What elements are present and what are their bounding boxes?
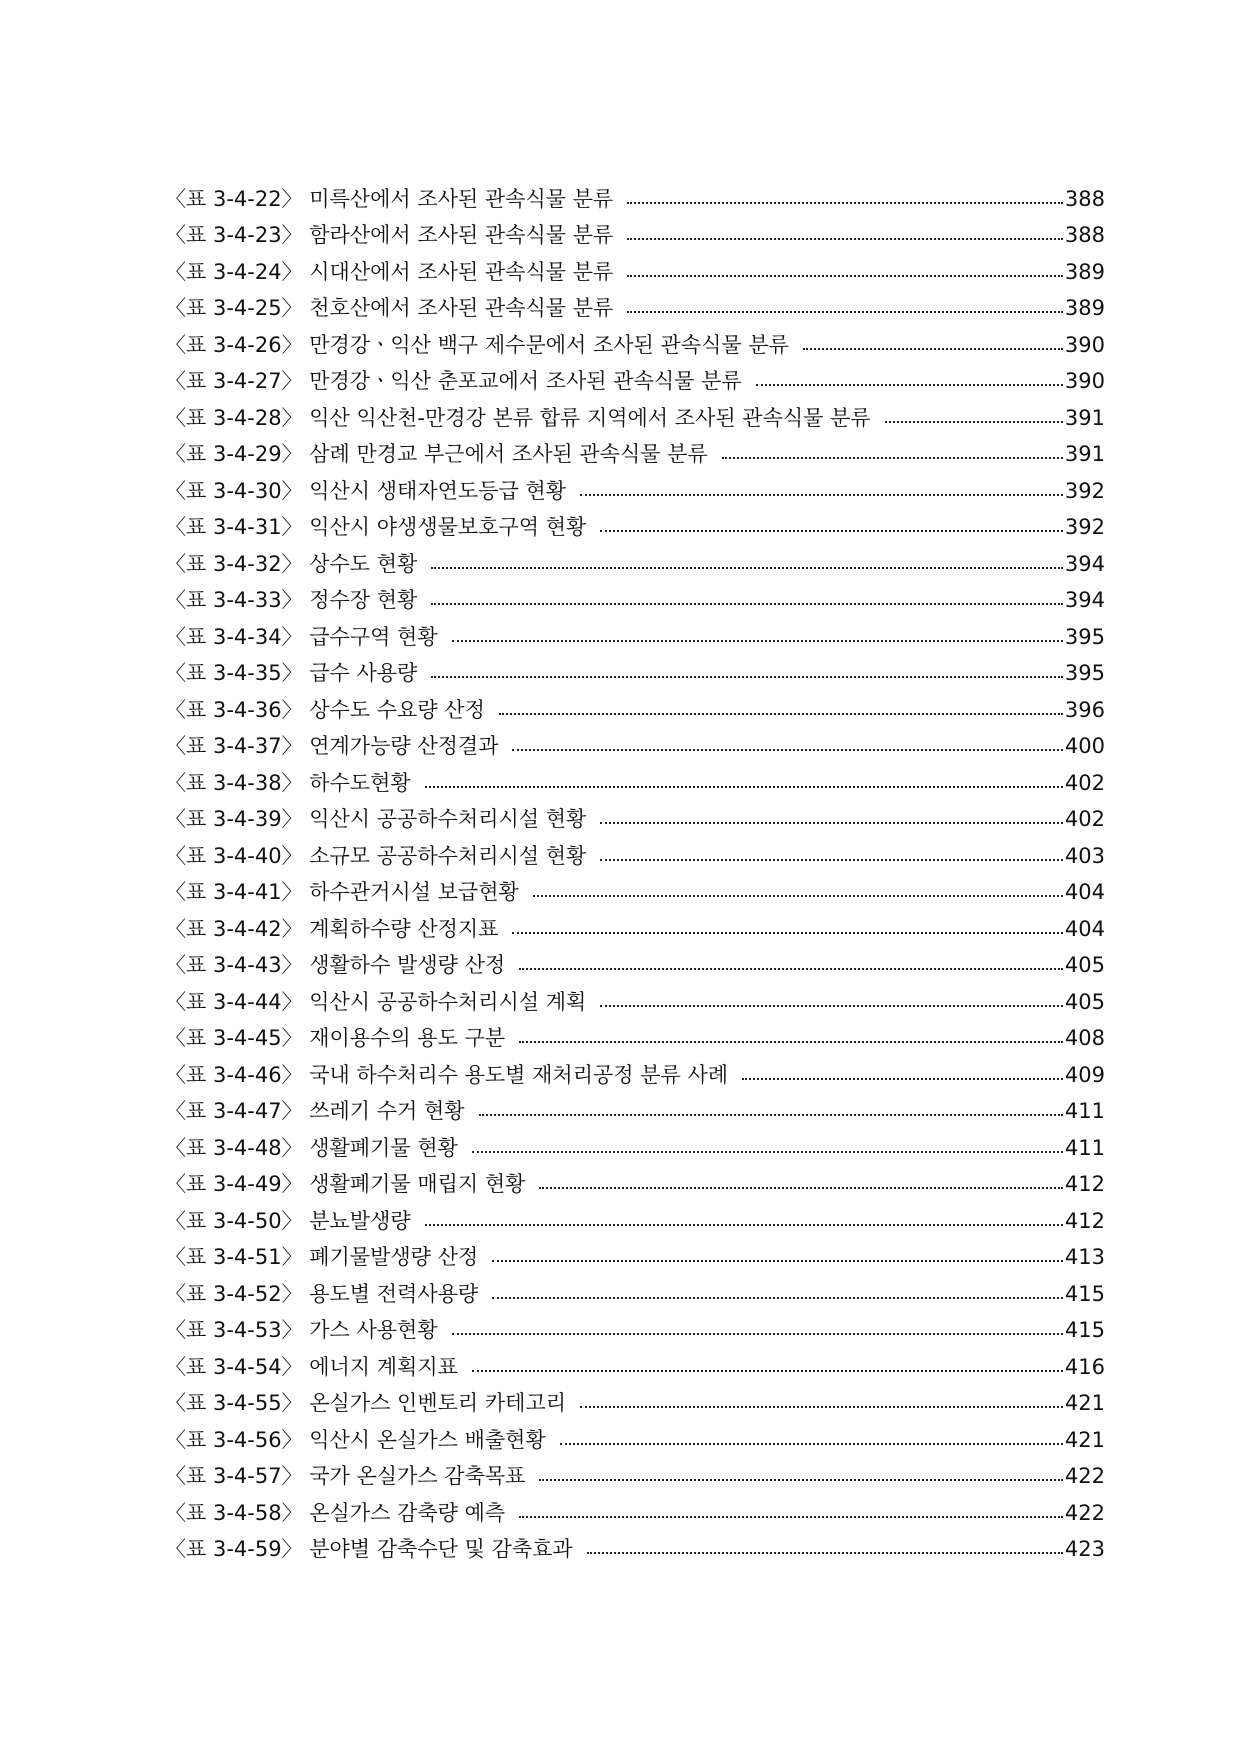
toc-entry-label: 〈표 3-4-26〉 만경강ㆍ익산 백구 제수문에서 조사된 관속식물 분류 xyxy=(165,332,789,357)
toc-entry xyxy=(165,246,1105,283)
toc-entry-page: 390 xyxy=(1064,332,1105,357)
toc-entry-page: 402 xyxy=(1064,770,1105,795)
toc-entry-label: 〈표 3-4-58〉 온실가스 감축량 예측 xyxy=(165,1500,506,1525)
toc-entry-label: 〈표 3-4-31〉 익산시 야생생물보호구역 현황 xyxy=(165,515,587,539)
dot-leader xyxy=(627,311,1063,313)
toc-entry-page: 416 xyxy=(1064,1354,1105,1379)
toc-entry xyxy=(165,721,1105,758)
toc-entry-label: 〈표 3-4-30〉 익산시 생태자연도등급 현황 xyxy=(165,478,567,503)
toc-entry xyxy=(165,392,1105,429)
toc-entry xyxy=(165,1487,1105,1524)
dot-leader xyxy=(600,1005,1063,1007)
toc-entry-page: 412 xyxy=(1064,1172,1105,1196)
toc-entry-page: 405 xyxy=(1064,953,1105,977)
dot-leader xyxy=(600,530,1063,532)
toc-entry-label: 〈표 3-4-52〉 용도별 전력사용량 xyxy=(165,1281,479,1306)
dot-leader xyxy=(533,895,1063,897)
toc-entry xyxy=(165,794,1105,831)
toc-entry-page: 388 xyxy=(1064,186,1105,211)
toc-entry-page: 400 xyxy=(1064,734,1105,758)
dot-leader xyxy=(885,421,1063,423)
toc-entry-page: 394 xyxy=(1064,551,1105,576)
toc-entry-page: 388 xyxy=(1064,223,1105,247)
toc-entry-page: 409 xyxy=(1064,1062,1105,1087)
toc-entry-page: 395 xyxy=(1064,624,1105,649)
toc-entry xyxy=(165,356,1105,393)
toc-entry-label: 〈표 3-4-37〉 연계가능량 산정결과 xyxy=(165,734,499,758)
dot-leader xyxy=(479,1114,1063,1116)
toc-entry-label: 〈표 3-4-42〉 계획하수량 산정지표 xyxy=(165,916,499,941)
toc-entry-label: 〈표 3-4-33〉 정수장 현황 xyxy=(165,588,418,612)
toc-entry xyxy=(165,1013,1105,1050)
toc-entry-label: 〈표 3-4-50〉 분뇨발생량 xyxy=(165,1208,411,1233)
dot-leader xyxy=(512,749,1062,751)
toc-entry-label: 〈표 3-4-41〉 하수관거시설 보급현황 xyxy=(165,880,519,904)
toc-entry xyxy=(165,830,1105,867)
toc-entry-label: 〈표 3-4-49〉 생활폐기물 매립지 현황 xyxy=(165,1172,526,1196)
toc-entry-page: 411 xyxy=(1064,1135,1105,1160)
toc-entry-label: 〈표 3-4-28〉 익산 익산천-만경강 본류 합류 지역에서 조사된 관속식물 분류 xyxy=(165,405,871,430)
toc-entry-label: 〈표 3-4-43〉 생활하수 발생량 산정 xyxy=(165,953,506,977)
toc-entry-label: 〈표 3-4-46〉 국내 하수처리수 용도별 재처리공정 분류 사례 xyxy=(165,1062,729,1087)
toc-entry-label: 〈표 3-4-29〉 삼례 만경교 부근에서 조사된 관속식물 분류 xyxy=(165,442,708,466)
dot-leader xyxy=(722,457,1063,459)
table-of-contents xyxy=(165,173,1105,1560)
toc-entry-label: 〈표 3-4-55〉 온실가스 인벤토리 카테고리 xyxy=(165,1391,567,1415)
toc-entry xyxy=(165,465,1105,502)
toc-entry-page: 389 xyxy=(1064,296,1105,320)
toc-entry xyxy=(165,319,1105,356)
toc-entry-page: 391 xyxy=(1064,442,1105,466)
dot-leader xyxy=(587,1552,1063,1554)
toc-entry-label: 〈표 3-4-45〉 재이용수의 용도 구분 xyxy=(165,1026,506,1050)
toc-entry xyxy=(165,210,1105,247)
toc-entry xyxy=(165,1378,1105,1415)
toc-entry-label: 〈표 3-4-54〉 에너지 계획지표 xyxy=(165,1354,458,1379)
toc-entry-label: 〈표 3-4-36〉 상수도 수요량 산정 xyxy=(165,697,485,722)
dot-leader xyxy=(425,786,1063,788)
toc-entry xyxy=(165,538,1105,575)
dot-leader xyxy=(539,1187,1062,1189)
toc-entry-page: 392 xyxy=(1064,478,1105,503)
toc-entry xyxy=(165,757,1105,794)
toc-entry xyxy=(165,1195,1105,1232)
toc-entry-page: 396 xyxy=(1064,697,1105,722)
toc-entry-label: 〈표 3-4-48〉 생활폐기물 현황 xyxy=(165,1135,458,1160)
toc-entry-label: 〈표 3-4-56〉 익산시 온실가스 배출현황 xyxy=(165,1427,546,1452)
toc-entry xyxy=(165,1086,1105,1123)
toc-entry xyxy=(165,283,1105,320)
dot-leader xyxy=(539,1479,1062,1481)
dot-leader xyxy=(431,567,1063,569)
toc-entry-page: 421 xyxy=(1064,1391,1105,1415)
toc-entry-label: 〈표 3-4-59〉 분야별 감축수단 및 감축효과 xyxy=(165,1537,573,1561)
dot-leader xyxy=(452,1333,1063,1335)
toc-entry-page: 415 xyxy=(1064,1281,1105,1306)
toc-entry xyxy=(165,1232,1105,1269)
dot-leader xyxy=(519,1041,1063,1043)
toc-entry xyxy=(165,1414,1105,1451)
toc-entry xyxy=(165,429,1105,466)
dot-leader xyxy=(425,1224,1063,1226)
dot-leader xyxy=(580,1406,1063,1408)
toc-entry-page: 389 xyxy=(1064,259,1105,284)
dot-leader xyxy=(580,494,1063,496)
toc-entry-page: 412 xyxy=(1064,1208,1105,1233)
toc-entry-label: 〈표 3-4-22〉 미륵산에서 조사된 관속식물 분류 xyxy=(165,186,614,211)
toc-entry-label: 〈표 3-4-35〉 급수 사용량 xyxy=(165,661,418,685)
toc-entry-page: 392 xyxy=(1064,515,1105,539)
toc-entry-label: 〈표 3-4-44〉 익산시 공공하수처리시설 계획 xyxy=(165,989,587,1014)
toc-entry-page: 413 xyxy=(1064,1245,1105,1269)
toc-entry-label: 〈표 3-4-51〉 폐기물발생량 산정 xyxy=(165,1245,479,1269)
toc-entry-page: 415 xyxy=(1064,1318,1105,1342)
toc-entry xyxy=(165,684,1105,721)
toc-entry xyxy=(165,903,1105,940)
toc-entry xyxy=(165,1122,1105,1159)
toc-entry xyxy=(165,648,1105,685)
dot-leader xyxy=(560,1443,1063,1445)
toc-entry-page: 422 xyxy=(1064,1500,1105,1525)
toc-entry-page: 405 xyxy=(1064,989,1105,1014)
toc-entry-page: 395 xyxy=(1064,661,1105,685)
toc-entry-label: 〈표 3-4-23〉 함라산에서 조사된 관속식물 분류 xyxy=(165,223,614,247)
dot-leader xyxy=(803,348,1063,350)
toc-entry xyxy=(165,1305,1105,1342)
toc-entry-page: 404 xyxy=(1064,880,1105,904)
dot-leader xyxy=(499,713,1063,715)
dot-leader xyxy=(512,932,1062,934)
dot-leader xyxy=(431,603,1063,605)
toc-entry xyxy=(165,502,1105,539)
toc-entry-label: 〈표 3-4-24〉 시대산에서 조사된 관속식물 분류 xyxy=(165,259,614,284)
dot-leader xyxy=(627,238,1063,240)
toc-entry-label: 〈표 3-4-25〉 천호산에서 조사된 관속식물 분류 xyxy=(165,296,614,320)
toc-entry xyxy=(165,575,1105,612)
toc-entry-page: 402 xyxy=(1064,807,1105,831)
toc-entry-label: 〈표 3-4-40〉 소규모 공공하수처리시설 현황 xyxy=(165,843,587,868)
toc-entry-page: 408 xyxy=(1064,1026,1105,1050)
dot-leader xyxy=(600,859,1063,861)
toc-entry-label: 〈표 3-4-47〉 쓰레기 수거 현황 xyxy=(165,1099,465,1123)
toc-entry-label: 〈표 3-4-53〉 가스 사용현황 xyxy=(165,1318,438,1342)
dot-leader xyxy=(431,676,1063,678)
toc-entry-label: 〈표 3-4-39〉 익산시 공공하수처리시설 현황 xyxy=(165,807,587,831)
dot-leader xyxy=(627,275,1063,277)
dot-leader xyxy=(492,1260,1063,1262)
toc-entry-label: 〈표 3-4-38〉 하수도현황 xyxy=(165,770,411,795)
toc-entry xyxy=(165,173,1105,210)
dot-leader xyxy=(472,1151,1063,1153)
toc-entry-page: 390 xyxy=(1064,369,1105,393)
toc-entry xyxy=(165,940,1105,977)
toc-entry xyxy=(165,1524,1105,1561)
toc-entry xyxy=(165,611,1105,648)
toc-entry-page: 423 xyxy=(1064,1537,1105,1561)
toc-entry-page: 394 xyxy=(1064,588,1105,612)
dot-leader xyxy=(600,822,1063,824)
toc-entry xyxy=(165,976,1105,1013)
toc-entry-page: 404 xyxy=(1064,916,1105,941)
toc-entry-label: 〈표 3-4-32〉 상수도 현황 xyxy=(165,551,418,576)
dot-leader xyxy=(519,968,1063,970)
toc-entry-label: 〈표 3-4-34〉 급수구역 현황 xyxy=(165,624,438,649)
toc-entry xyxy=(165,1451,1105,1488)
dot-leader xyxy=(492,1297,1063,1299)
dot-leader xyxy=(452,640,1063,642)
dot-leader xyxy=(756,384,1063,386)
toc-entry-label: 〈표 3-4-27〉 만경강ㆍ익산 춘포교에서 조사된 관속식물 분류 xyxy=(165,369,742,393)
toc-entry xyxy=(165,1049,1105,1086)
toc-entry xyxy=(165,1268,1105,1305)
toc-entry-page: 422 xyxy=(1064,1464,1105,1488)
toc-entry-page: 411 xyxy=(1064,1099,1105,1123)
dot-leader xyxy=(742,1078,1063,1080)
dot-leader xyxy=(472,1370,1063,1372)
toc-entry-page: 391 xyxy=(1064,405,1105,430)
dot-leader xyxy=(519,1516,1063,1518)
dot-leader xyxy=(627,202,1063,204)
toc-entry xyxy=(165,1341,1105,1378)
toc-entry xyxy=(165,1159,1105,1196)
toc-entry xyxy=(165,867,1105,904)
toc-entry-page: 403 xyxy=(1064,843,1105,868)
toc-entry-page: 421 xyxy=(1064,1427,1105,1452)
toc-entry-label: 〈표 3-4-57〉 국가 온실가스 감축목표 xyxy=(165,1464,526,1488)
